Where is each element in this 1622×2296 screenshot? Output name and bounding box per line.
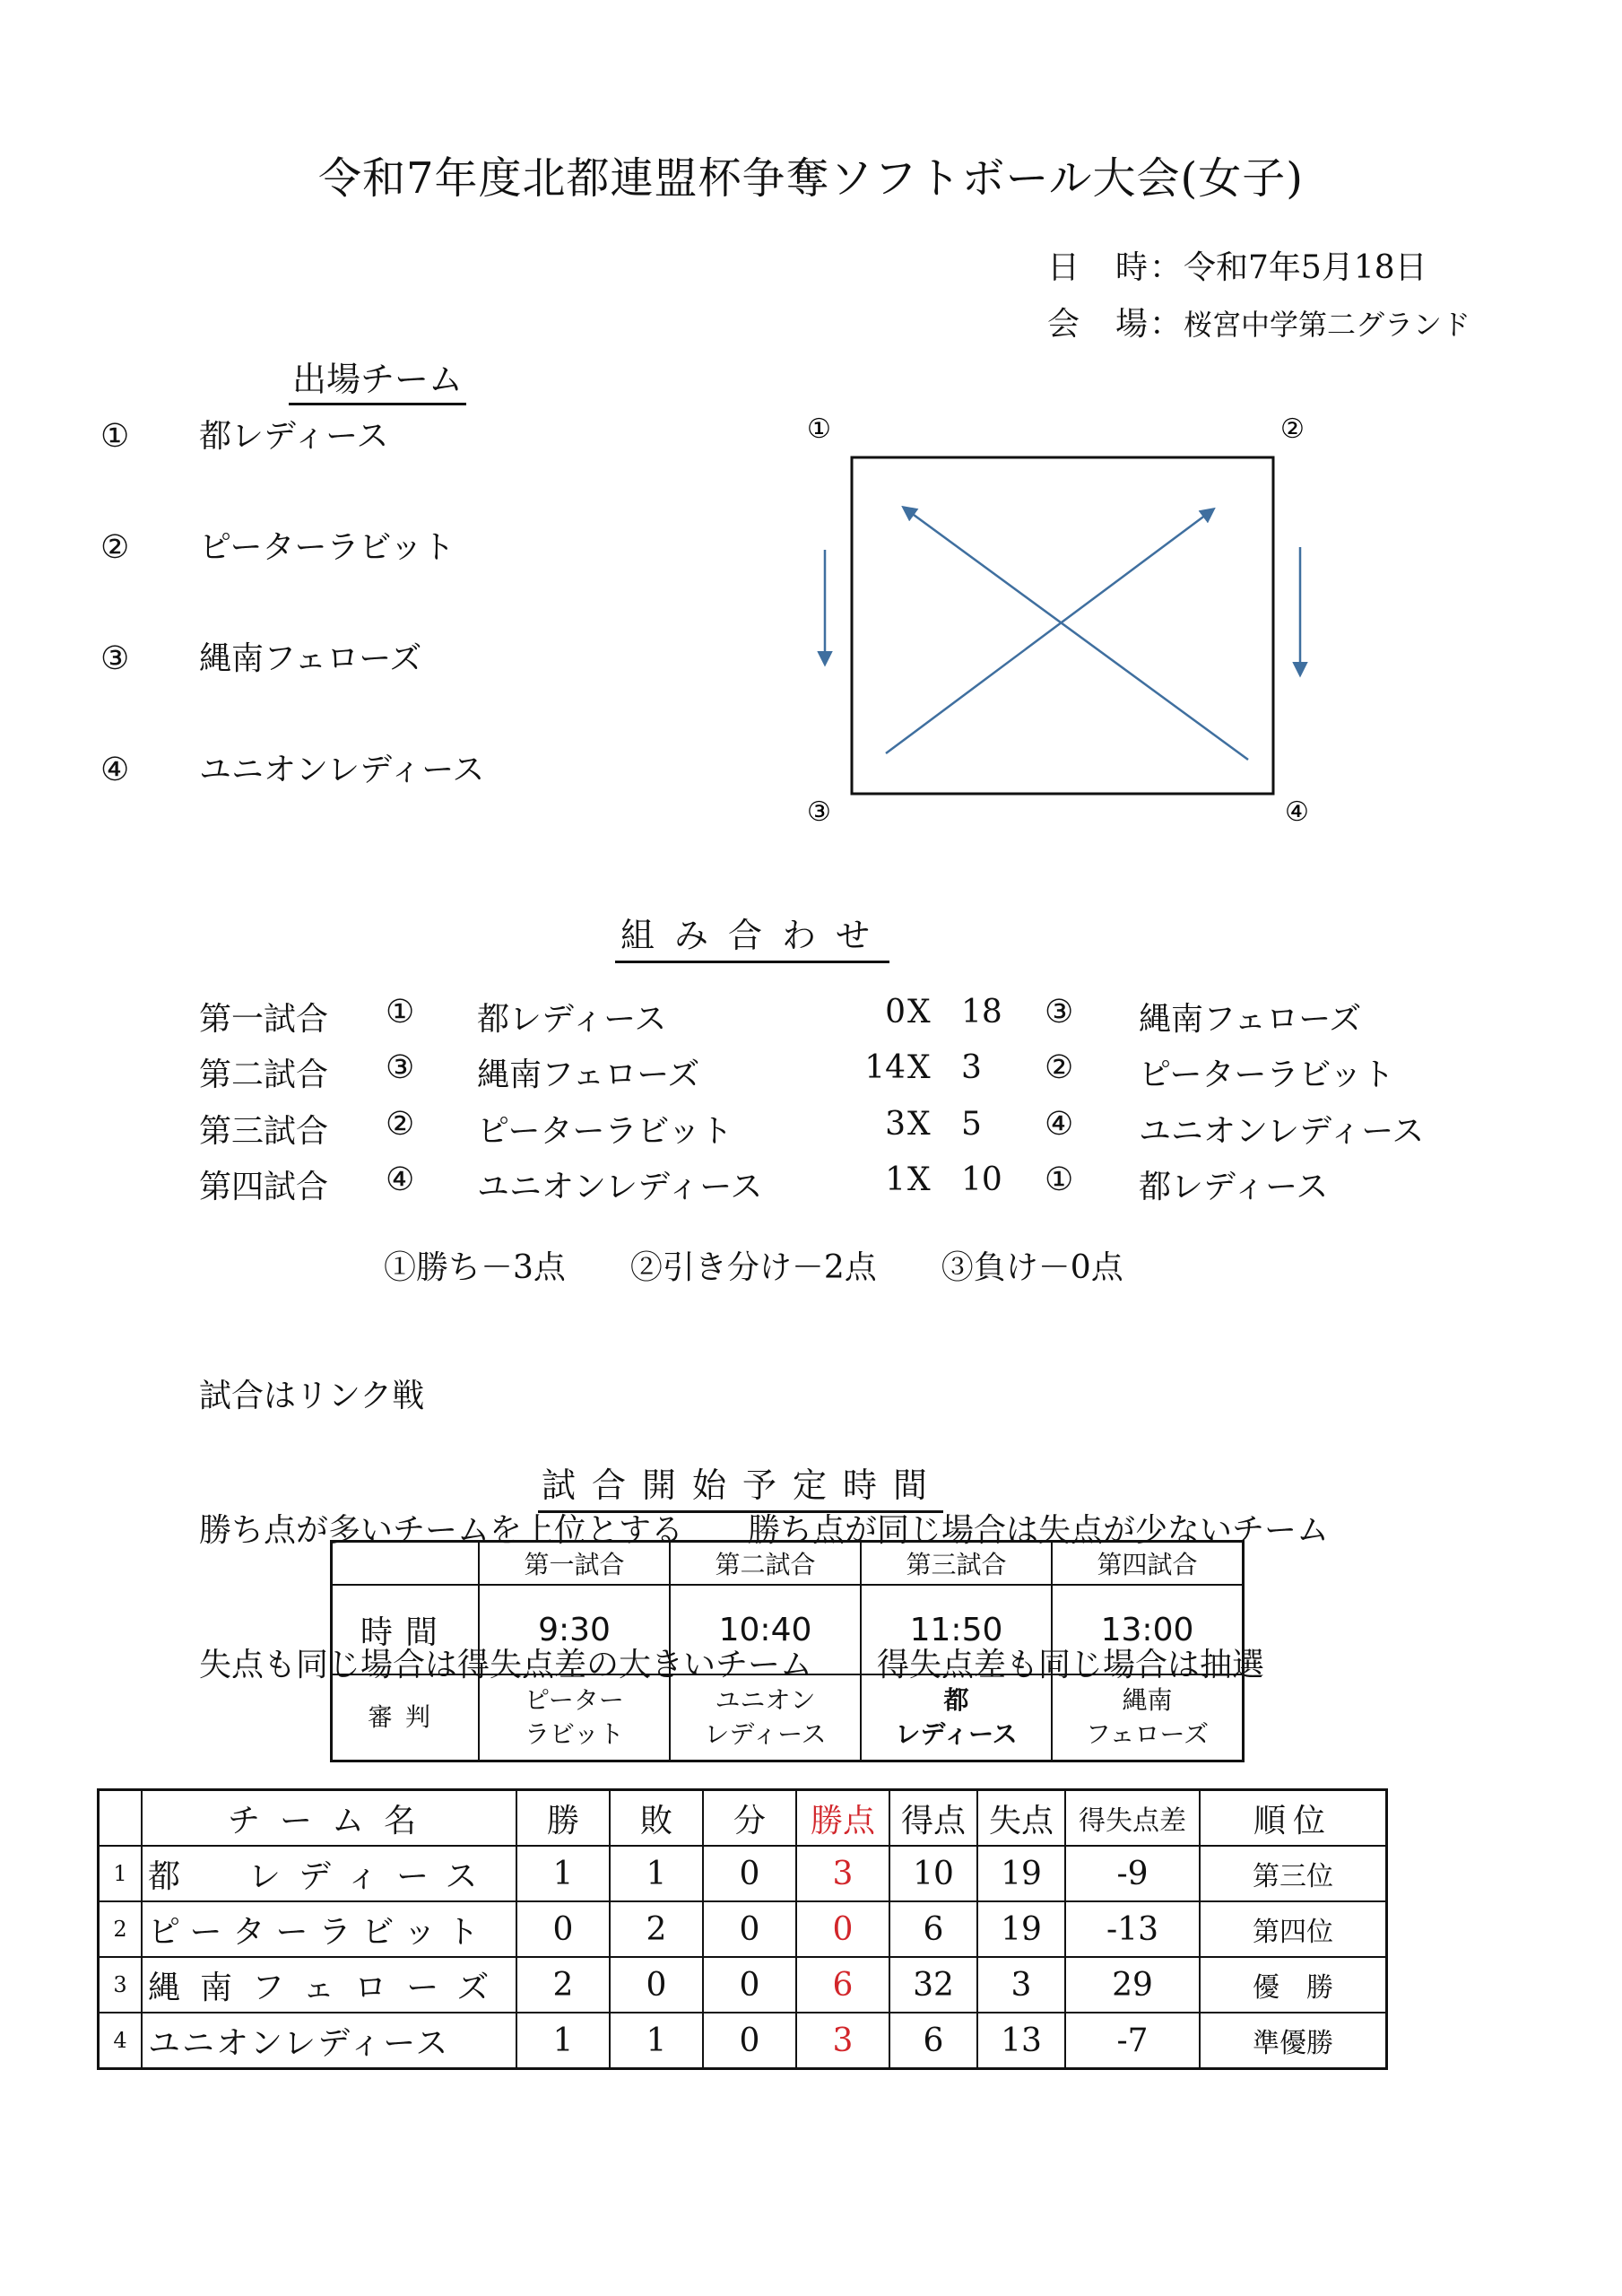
date-label: 日 時： — [1047, 249, 1184, 286]
diagram-label-3: ③ — [807, 796, 831, 828]
team-item: ③ 縄南フェローズ — [100, 640, 422, 677]
team-item: ① 都レディース — [100, 418, 389, 455]
match-row: 第二試合 ③ 縄南フェローズ 14 X 3 ② ピーターラビット — [199, 1049, 1395, 1093]
header-wins: 勝 — [516, 1790, 610, 1847]
umpire-cell: ピーター ラビット — [479, 1674, 670, 1761]
umpire-cell: ユニオン レディース — [670, 1674, 861, 1761]
match-row: 第三試合 ② ピーターラビット 3 X 5 ④ ユニオンレディース — [199, 1106, 1425, 1150]
header-team: チーム名 — [142, 1790, 516, 1847]
table-row: 2 ピーターラビット 0 2 0 0 6 19 -13 第四位 — [99, 1901, 1387, 1957]
page-title: 令和7年度北都連盟杯争奪ソフトボール大会(女子) — [317, 153, 1305, 204]
start-time: 9:30 — [479, 1585, 670, 1674]
rule-line: 試合はリンク戦 — [199, 1378, 425, 1414]
table-row: 3 縄南フェローズ 2 0 0 6 32 3 29 優 勝 — [99, 1957, 1387, 2013]
schedule-table — [330, 1540, 1245, 1762]
header-losses: 敗 — [610, 1790, 703, 1847]
time-label: 時間 — [332, 1585, 480, 1674]
league-diagram — [789, 404, 1327, 834]
standings-table — [97, 1788, 1388, 2070]
rule-line: 失点も同じ場合は得失点差の大きいチーム 得失点差も同じ場合は抽選 — [199, 1647, 1265, 1683]
header-rank: 順位 — [1200, 1790, 1387, 1847]
diagram-label-1: ① — [807, 413, 831, 445]
diagram-label-2: ② — [1280, 413, 1305, 445]
schedule-col-header: 第四試合 — [1052, 1542, 1244, 1586]
header-diff: 得失点差 — [1065, 1790, 1200, 1847]
rule-line: 勝ち点が多いチームを上位とする 勝ち点が同じ場合は失点が少ないチーム — [199, 1512, 1330, 1549]
venue-label: 会 場： — [1047, 306, 1184, 343]
schedule-col-header: 第三試合 — [861, 1542, 1052, 1586]
teams-heading: 出場チーム — [289, 352, 466, 405]
schedule-col-header: 第一試合 — [479, 1542, 670, 1586]
umpire-cell: 縄南 フェローズ — [1052, 1674, 1244, 1761]
points-rule: ①勝ち－3点 ②引き分け－2点 ③負け－0点 — [384, 1249, 1123, 1286]
diagonal-arrow-1 — [904, 508, 1248, 760]
team-item: ④ ユニオンレディース — [100, 752, 485, 788]
header-draws: 分 — [703, 1790, 796, 1847]
start-time: 10:40 — [670, 1585, 861, 1674]
date-line — [1047, 242, 1427, 288]
start-time: 11:50 — [861, 1585, 1052, 1674]
matchups-heading: 組み合わせ — [615, 908, 889, 963]
header-goals-against: 失点 — [977, 1790, 1065, 1847]
diagram-square — [852, 457, 1273, 794]
header-goals-for: 得点 — [889, 1790, 977, 1847]
match-row: 第四試合 ④ ユニオンレディース 1 X 10 ① 都レディース — [199, 1161, 1329, 1205]
diagram-label-4: ④ — [1285, 796, 1309, 828]
start-time: 13:00 — [1052, 1585, 1244, 1674]
venue-line — [1047, 299, 1470, 344]
match-row: 第一試合 ① 都レディース 0 X 18 ③ 縄南フェローズ — [199, 994, 1362, 1038]
header-points: 勝点 — [796, 1790, 889, 1847]
umpire-cell: 都 レディース — [861, 1674, 1052, 1761]
schedule-corner — [332, 1542, 480, 1586]
table-row: 1 都 レディース 1 1 0 3 10 19 -9 第三位 — [99, 1846, 1387, 1901]
diagonal-arrow-2 — [886, 509, 1213, 753]
table-row: 4 ユニオンレディース 1 1 0 3 6 13 -7 準優勝 — [99, 2013, 1387, 2069]
umpire-label: 審判 — [332, 1674, 480, 1761]
venue-value: 桜宮中学第二グランド — [1184, 308, 1471, 342]
standings-header-row — [99, 1790, 1387, 1847]
schedule-col-header: 第二試合 — [670, 1542, 861, 1586]
schedule-heading: 試合開始予定時間 — [538, 1457, 943, 1513]
date-value: 令和7年5月18日 — [1184, 249, 1427, 286]
team-item: ② ピーターラビット — [100, 529, 455, 566]
